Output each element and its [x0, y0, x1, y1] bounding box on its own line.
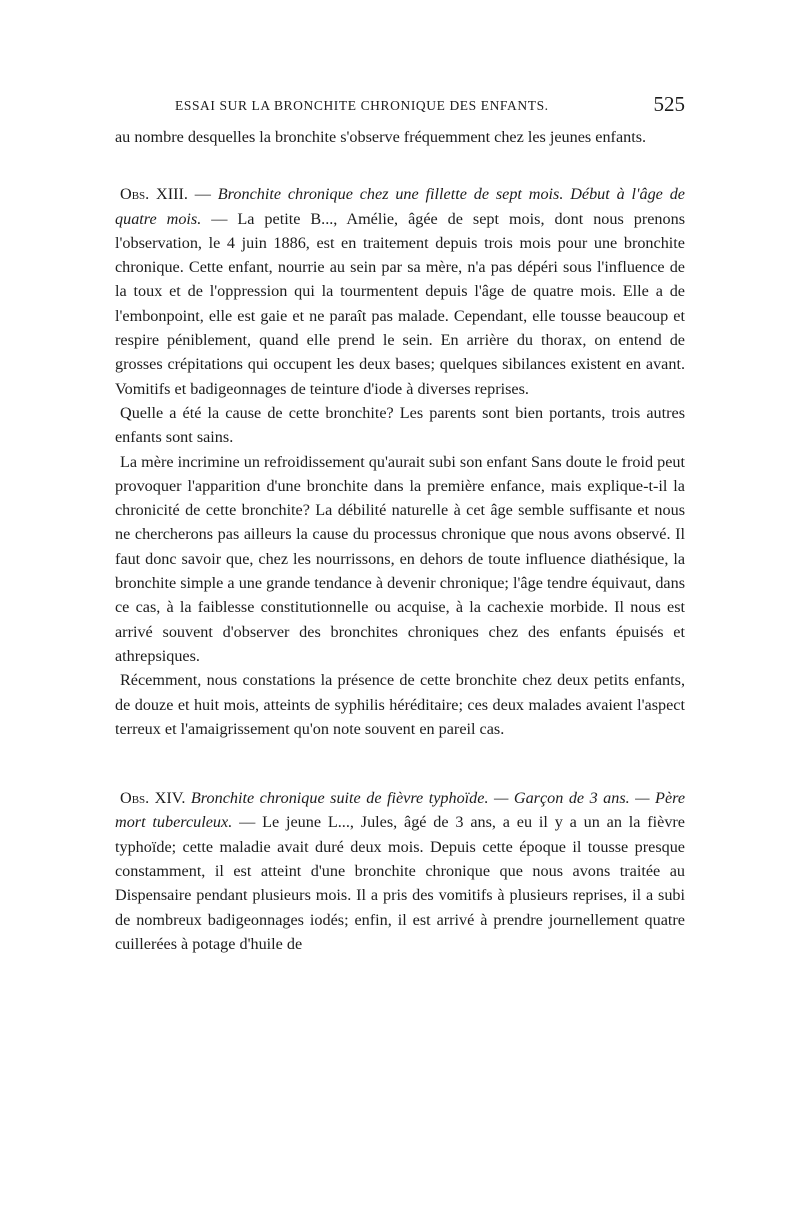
paragraph-cause: Quelle a été la cause de cette bronchite? Les parents sont bien portants, trois autres enfants sont sains.	[115, 403, 685, 447]
observation-dash: —	[187, 185, 218, 204]
running-title: ESSAI SUR LA BRONCHITE CHRONIQUE DES ENFANTS.	[175, 98, 549, 113]
paragraph-recently: Récemment, nous constations la présence de cette bronchite chez deux petits enfants, de douze et huit mois, atteints de syphilis héréditaire; ces deux malades avaient l'aspect terreux et l'amaigrissement qu'on note souvent en pareil cas.	[115, 671, 685, 738]
observation-title: Bronchite chronique suite de fièvre typhoïde. — Garçon de 3 ans. — Père mort tuberculeux.	[115, 789, 686, 832]
observation-text: — Le jeune L..., Jules, âgé de 3 ans, a eu il y a un an la fièvre typhoïde; cette maladie avait duré deux mois. Depuis cette époque il tousse presque constamment, il est atteint d'une bronchite chronique que nous avons traitée au Dispensaire pendant plusieurs mois. Il a pris des vomitifs à plusieurs reprises, il a subi de nombreux badigeonnages iodés; enfin, il est arrivé à prendre journellement quatre cuillerées à potage d'huile de	[115, 813, 685, 953]
section-gap	[115, 741, 685, 786]
body-text	[115, 125, 685, 956]
page-header	[175, 94, 685, 120]
observation-title: Bronchite chronique chez une fillette de sept mois. Début à l'âge de quatre mois.	[115, 185, 685, 228]
page-number: 525	[653, 92, 685, 116]
observation-label: Obs. XIII.	[120, 185, 188, 204]
paragraph-mother: La mère incrimine un refroidissement qu'aurait subi son enfant Sans doute le froid peut provoquer l'apparition d'une bronchite dans la première enfance, mais explique-t-il la chronicité de cette bronchite? La débilité naturelle à cet âge semble suffisante et nous ne chercherons pas ailleurs la cause du processus chronique que nous avons observé. Il faut donc savoir que, chez les nourrissons, en dehors de toute influence diathésique, la bronchite simple a une grande tendance à devenir chronique; l'âge tendre équivaut, dans ce cas, à la faiblesse constitutionnelle ou acquise, à la cachexie morbide. Il nous est arrivé souvent d'observer des bronchites chroniques chez des enfants épuisés et athrepsiques.	[115, 452, 685, 665]
observation-text: — La petite B..., Amélie, âgée de sept mois, dont nous prenons l'observation, le 4 juin 1886, est en traitement depuis trois mois pour une bronchite chronique. Cette enfant, nourrie au sein par sa mère, n'a pas dépéri sous l'influence de la toux et de l'oppression qui la tourmentent depuis l'âge de quatre mois. Elle a de l'embonpoint, elle est gaie et ne paraît pas malade. Cependant, elle tousse beaucoup et respire péniblement, quand elle prend le sein. En arrière du thorax, on entend de grosses crépitations qui occupent les deux bases; quelques sibilances existent en avant. Vomitifs et badigeonnages de teinture d'iode à diverses reprises.	[115, 209, 686, 398]
paragraph-continuation: au nombre desquelles la bronchite s'observe fréquemment chez les jeunes enfants.	[115, 128, 647, 146]
section-gap	[115, 149, 685, 182]
observation-label: Obs. XIV.	[120, 789, 186, 808]
observation-xiii	[115, 182, 685, 401]
observation-xiv	[115, 786, 685, 956]
